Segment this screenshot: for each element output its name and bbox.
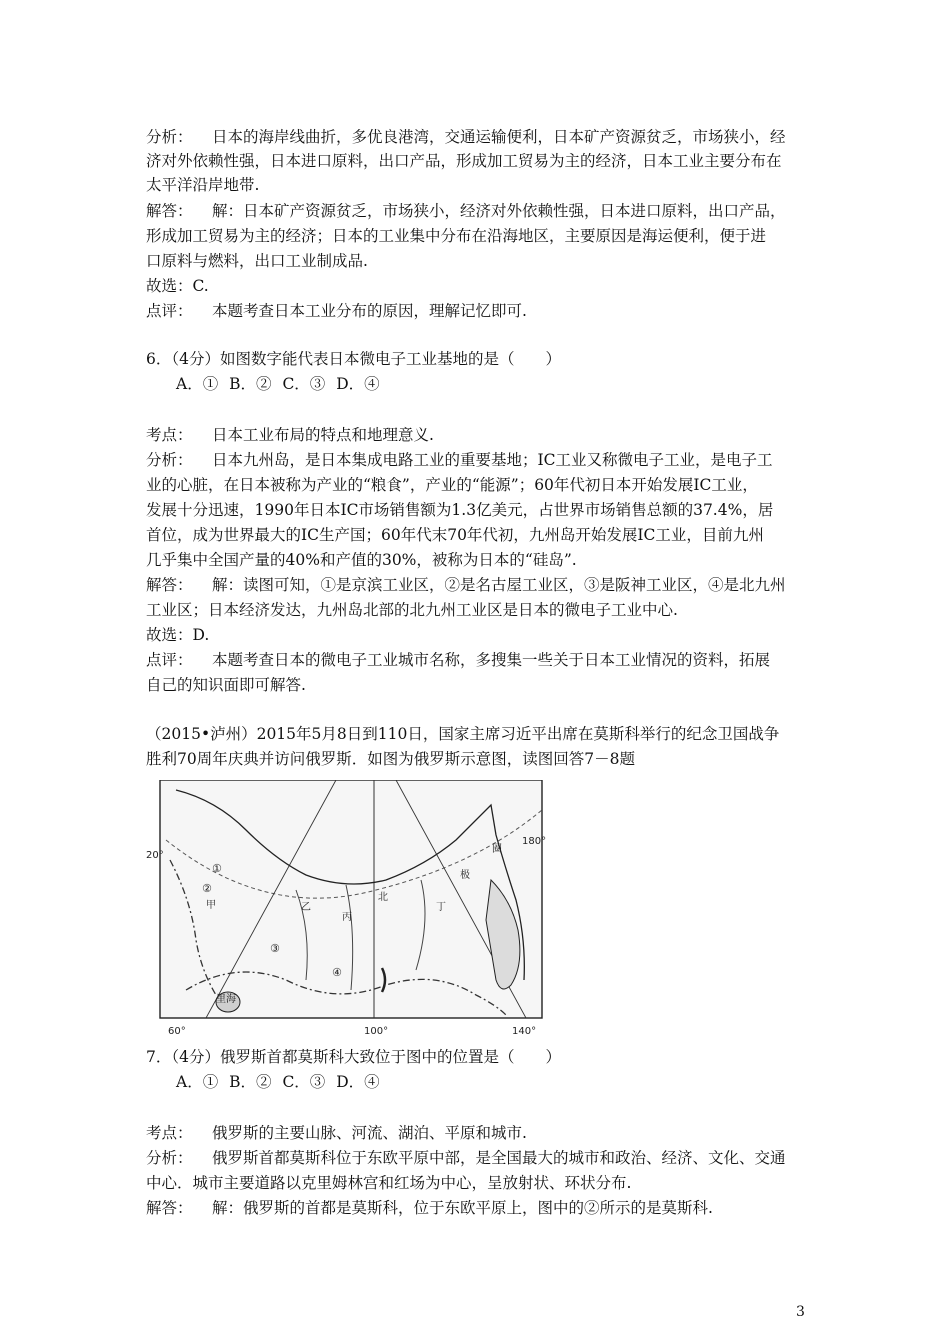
analysis-label: 分析： [146,1149,193,1167]
q6-analysis-line-1: 分析： 日本九州岛，是日本集成电路工业的重要基地；IC工业又称微电子工业，是电子工 [146,451,773,469]
q7-topic: 考点： 俄罗斯的主要山脉、河流、湖泊、平原和城市. [146,1124,527,1142]
q5-analysis-line-3: 太平洋沿岸地带. [146,176,260,194]
q7-analysis-line-2: 中心．城市主要道路以克里姆林宫和红场为中心，呈放射状、环状分布. [146,1174,632,1192]
q5-answer-line-3: 口原料与燃料，出口工业制成品. [146,252,368,270]
analysis-label: 分析： [146,128,193,146]
q5-comment: 点评： 本题考查日本工业分布的原因，理解记忆即可. [146,302,527,320]
region-label-bing: 丙 [342,912,352,923]
q6-choice: 故选：D. [146,626,210,644]
region-label-ding: 丁 [436,902,446,913]
q6-answer-line-1: 解答： 解：读图可知，①是京滨工业区，②是名古屋工业区，③是阪神工业区，④是北九州 [146,576,786,594]
q6-comment-line-1: 点评： 本题考查日本的微电子工业城市名称，多搜集一些关于日本工业情况的资料，拓展 [146,651,771,669]
russia-map [146,780,546,1038]
q7-analysis-line-1: 分析： 俄罗斯首都莫斯科位于东欧平原中部，是全国最大的城市和政治、经济、文化、交通 [146,1149,786,1167]
map-marker-4: ④ [332,966,342,979]
arctic-label-ji: 极 [460,870,470,881]
q5-analysis-line-1: 分析： 日本的海岸线曲折，多优良港湾，交通运输便利，日本矿产资源贫乏，市场狭小，经 [146,128,786,146]
q5-analysis-line-2: 济对外依赖性强，日本进口原料，出口产品，形成加工贸易为主的经济，日本工业主要分布在 [146,152,782,170]
region-label-jia: 甲 [206,900,216,911]
topic-label: 考点： [146,1124,193,1142]
q5-answer-line-2: 形成加工贸易为主的经济；日本的工业集中分布在沿海地区，主要原因是海运便利，便于进 [146,227,767,245]
q7-options: A．① B．② C．③ D．④ [176,1073,380,1091]
longitude-label-140: 140° [512,1026,537,1037]
comment-label: 点评： [146,651,193,669]
answer-label: 解答： [146,202,193,220]
answer-label: 解答： [146,576,193,594]
map-marker-1: ① [212,862,222,875]
q6-comment-line-2: 自己的知识面即可解答. [146,676,306,694]
q5-choice: 故选：C. [146,277,209,295]
intro-line-2: 胜利70周年庆典并访问俄罗斯．如图为俄罗斯示意图，读图回答7－8题 [146,750,635,768]
q7-stem: 7．（4分）俄罗斯首都莫斯科大致位于图中的位置是（ ） [146,1048,561,1066]
intro-line-1: （2015•泸州）2015年5月8日到110日，国家主席习近平出席在莫斯科举行的纪念卫国战争 [146,725,780,743]
q6-analysis-line-4: 首位，成为世界最大的IC生产国；60年代末70年代初，九州岛开始发展IC工业，目前九州 [146,526,764,544]
longitude-label-60: 60° [168,1026,186,1037]
analysis-label: 分析： [146,451,193,469]
arctic-label-quan: 圈 [492,844,502,855]
arctic-label-bei: 北 [378,892,388,903]
q5-answer-line-1: 解答： 解：日本矿产资源贫乏，市场狭小，经济对外依赖性强，日本进口原料，出口产品， [146,202,786,220]
longitude-label-100: 100° [364,1026,389,1037]
map-frame [160,780,542,1018]
topic-label: 考点： [146,426,193,444]
q6-options: A．① B．② C．③ D．④ [176,375,380,393]
q6-stem: 6．（4分）如图数字能代表日本微电子工业基地的是（ ） [146,350,561,368]
russia-map-svg [146,780,546,1038]
longitude-label-180: 180° [522,836,546,847]
page-number: 3 [796,1304,805,1320]
region-label-yi: 乙 [301,902,311,913]
q7-answer: 解答： 解：俄罗斯的首都是莫斯科，位于东欧平原上，图中的②所示的是莫斯科. [146,1199,713,1217]
caspian-label: 里海 [216,994,236,1005]
q6-answer-line-2: 工业区；日本经济发达，九州岛北部的北九州工业区是日本的微电子工业中心. [146,601,678,619]
map-marker-2: ② [202,882,212,895]
latitude-label-20: 20° [146,850,164,861]
q6-analysis-line-3: 发展十分迅速，1990年日本IC市场销售额为1.3亿美元，占世界市场销售总额的37.4%，居 [146,501,774,519]
q6-analysis-line-2: 业的心脏，在日本被称为产业的“粮食”，产业的“能源”；60年代初日本开始发展IC工业， [146,476,758,494]
answer-label: 解答： [146,1199,193,1217]
map-marker-3: ③ [270,942,280,955]
comment-label: 点评： [146,302,193,320]
q6-analysis-line-5: 几乎集中全国产量的40%和产值的30%，被称为日本的“硅岛”. [146,551,577,569]
q6-topic: 考点： 日本工业布局的特点和地理意义. [146,426,434,444]
